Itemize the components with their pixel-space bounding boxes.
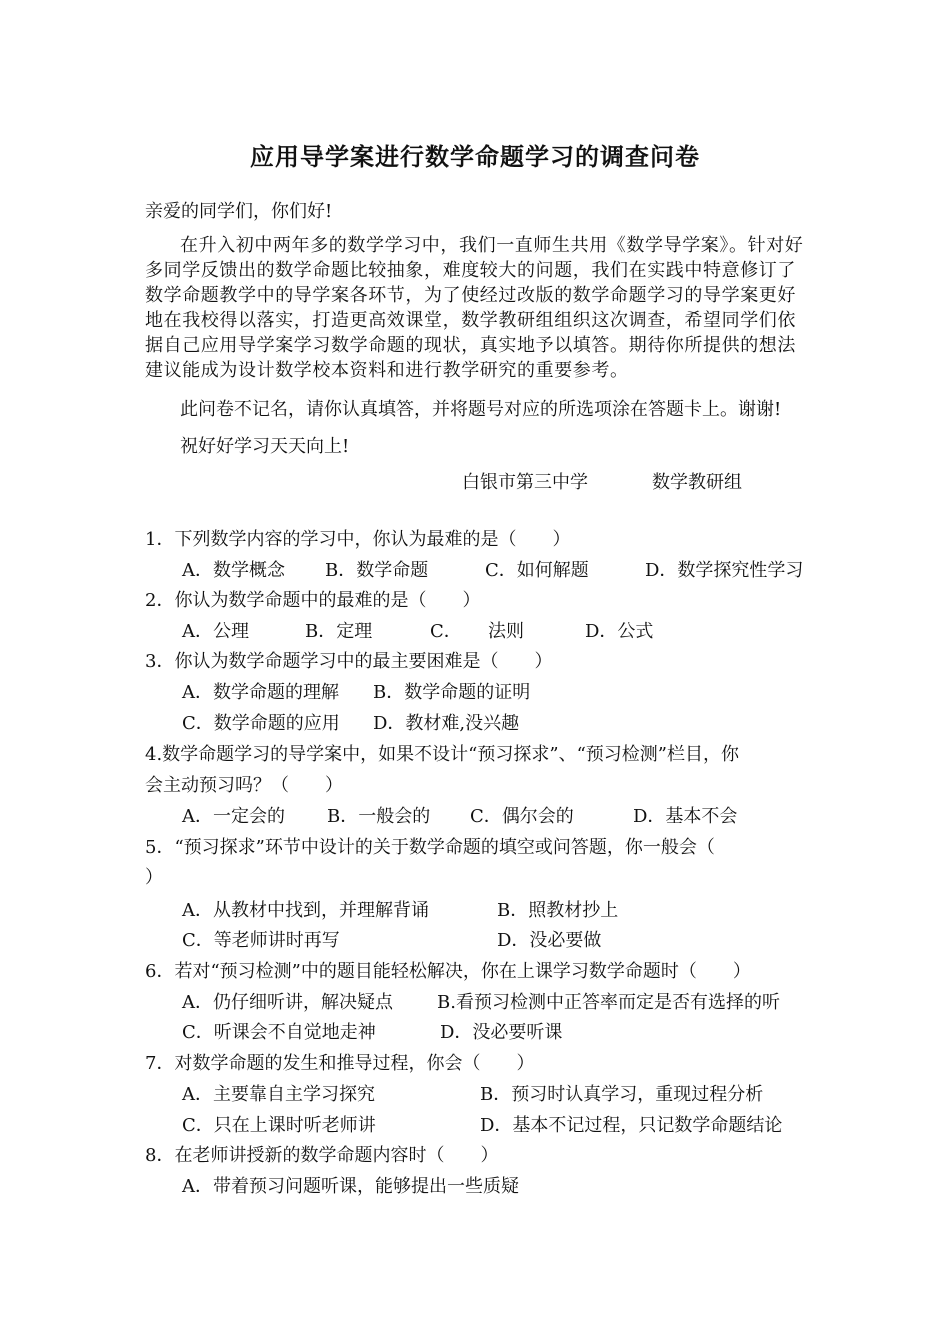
instruction-text: 此问卷不记名，请你认真填答，并将题号对应的所选项涂在答题卡上。谢谢! [180, 399, 782, 420]
option-d: D．没必要听课 [440, 1022, 563, 1043]
option-a: A．仍仔细听讲，解决疑点 [182, 992, 393, 1013]
option-b: B．定理 [305, 621, 373, 642]
option-c-text: 法则 [488, 621, 524, 642]
option-a: A．一定会的 [182, 806, 285, 827]
option-d: D．教材难,没兴趣 [373, 713, 520, 734]
option-a: A．主要靠自主学习探究 [182, 1084, 375, 1105]
option-b: B．照教材抄上 [497, 900, 619, 921]
option-c: C．如何解题 [485, 560, 589, 581]
option-a: A．从教材中找到，并理解背诵 [182, 900, 429, 921]
group-name: 数学教研组 [652, 472, 742, 493]
option-a: A．数学命题的理解 [182, 682, 339, 703]
option-b: B．一般会的 [327, 806, 431, 827]
question-stem-cont: ） [145, 867, 163, 888]
option-c: C．偶尔会的 [470, 806, 574, 827]
option-c: C．数学命题的应用 [182, 713, 340, 734]
question-stem: 8．在老师讲授新的数学命题内容时（ ） [145, 1145, 499, 1166]
greeting: 亲爱的同学们，你们好! [145, 201, 333, 222]
option-d: D．没必要做 [497, 930, 602, 951]
page-title: 应用导学案进行数学命题学习的调查问卷 [250, 143, 700, 171]
option-b: B．预习时认真学习，重现过程分析 [480, 1084, 764, 1105]
question-stem: 4.数学命题学习的导学案中，如果不设计“预习探求”、“预习检测”栏目，你 [145, 744, 739, 765]
school-name: 白银市第三中学 [462, 472, 588, 493]
option-c-letter: C． [430, 621, 462, 642]
option-c: C．听课会不自觉地走神 [182, 1022, 376, 1043]
option-b: B．数学命题的证明 [373, 682, 531, 703]
question-stem: 1．下列数学内容的学习中，你认为最难的是（ ） [145, 529, 571, 550]
intro-line: 建议能成为设计数学校本资料和进行教学研究的重要参考。 [145, 360, 629, 381]
intro-line: 多同学反馈出的数学命题比较抽象，难度较大的问题，我们在实践中特意修订了 [145, 260, 796, 281]
intro-line: 在升入初中两年多的数学学习中，我们一直师生共用《数学导学案》。针对好 [180, 235, 804, 256]
option-d: D．数学探究性学习 [645, 560, 804, 581]
intro-line: 据自己应用导学案学习数学命题的现状，真实地予以填答。期待你所提供的想法 [145, 335, 796, 356]
option-a: A．带着预习问题听课，能够提出一些质疑 [182, 1176, 519, 1197]
question-stem: 5．“预习探求”环节中设计的关于数学命题的填空或问答题，你一般会（ [145, 837, 715, 858]
option-b: B．数学命题 [325, 560, 429, 581]
wish-text: 祝好好学习天天向上! [180, 436, 350, 457]
question-stem: 7．对数学命题的发生和推导过程，你会（ ） [145, 1053, 535, 1074]
option-d: D．公式 [585, 621, 654, 642]
question-stem: 2．你认为数学命题中的最难的是（ ） [145, 590, 481, 611]
intro-line: 数学命题教学中的导学案各环节，为了使经过改版的数学命题学习的导学案更好 [145, 285, 796, 306]
option-a: A．公理 [182, 621, 249, 642]
option-a: A．数学概念 [182, 560, 285, 581]
question-stem-cont: 会主动预习吗？（ ） [145, 775, 343, 796]
option-d: D．基本不会 [633, 806, 738, 827]
question-stem: 3．你认为数学命题学习中的最主要困难是（ ） [145, 651, 553, 672]
question-stem: 6．若对“预习检测”中的题目能轻松解决，你在上课学习数学命题时（ ） [145, 961, 751, 982]
option-d: D．基本不记过程，只记数学命题结论 [480, 1115, 783, 1136]
option-c: C．等老师讲时再写 [182, 930, 340, 951]
intro-line: 地在我校得以落实，打造更高效课堂，数学教研组组织这次调查，希望同学们依 [145, 310, 796, 331]
option-c: C．只在上课时听老师讲 [182, 1115, 376, 1136]
option-b: B.看预习检测中正答率而定是否有选择的听 [437, 992, 780, 1013]
